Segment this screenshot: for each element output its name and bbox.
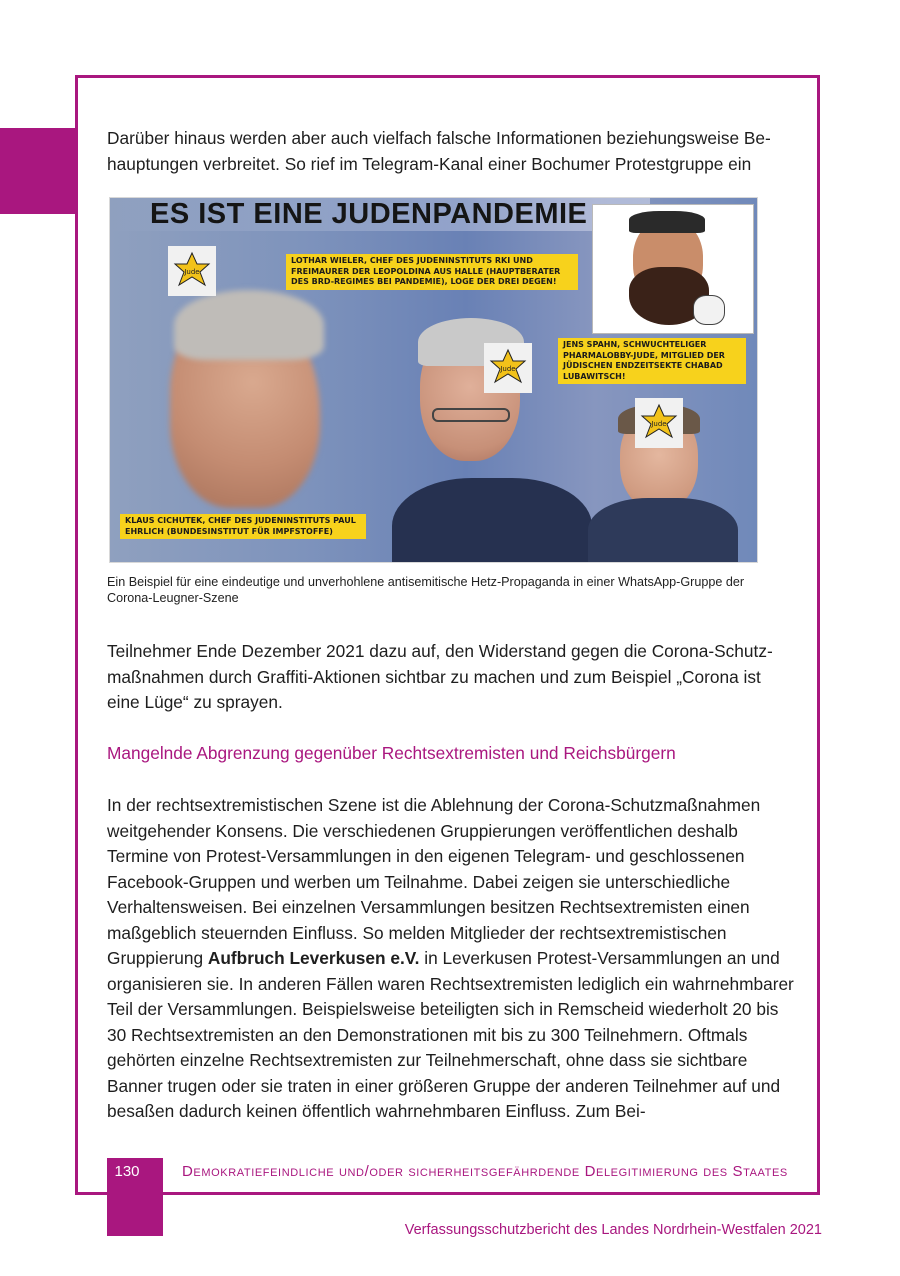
person-right-body (588, 498, 738, 563)
label-cichutek: KLAUS CICHUTEK, CHEF DES JUDENINSTITUTS PAUL EHRLICH (BUNDESINSTITUT FÜR IMPFSTOFFE) (120, 514, 366, 539)
intro-line-1: Darüber hinaus werden aber auch vielfach falsche Informationen beziehungsweise Be- (107, 128, 771, 148)
person-center-body (392, 478, 592, 563)
footer-publication: Verfassungsschutzbericht des Landes Nordrhein-Westfalen 2021 (404, 1222, 822, 1238)
paragraph-2-text-a: In der rechtsextremistischen Szene ist die Ablehnung der Corona-Schutzmaßnahmen weitgehender Konsens. Die verschiedenen Gruppierungen veröffentlichen deshalb Termine von Protest-Versammlungen in den eigenen Telegram- und geschlossenen Facebook-Gruppen und werben um Teilnahme. Dabei zeigen sie unterschiedliche Verhaltensweisen. Bei einzelnen Versammlungen besitzen Rechtsextremisten einen maßgeblich steuernden Einfluss. So melden Mitglieder der rechtsextremistischen Gruppierung (107, 795, 761, 968)
paragraph-2 (107, 793, 797, 1125)
svg-text:Jude: Jude (500, 365, 516, 373)
paragraph-1: Teilnehmer Ende Dezember 2021 dazu auf, den Widerstand gegen die Corona-Schutzmaßnahmen durch Graffiti-Aktionen sichtbar zu machen und zum Beispiel „Corona ist eine Lüge“ zu sprayen. (107, 641, 773, 712)
image-headline: ES IST EINE JUDENPANDEMIE (110, 198, 650, 231)
page-number: 130 (114, 1163, 140, 1180)
propaganda-image (109, 197, 758, 563)
caricature-hand (693, 295, 725, 325)
caricature-drawing (592, 204, 754, 334)
intro-paragraph (107, 126, 797, 177)
chapter-title: Demokratiefeindliche und/oder sicherheitsgefährdende Delegitimierung des Staates (182, 1163, 788, 1180)
svg-text:Jude: Jude (651, 420, 667, 428)
person-center-glasses (432, 408, 510, 422)
person-left-hair (174, 290, 324, 360)
svg-text:Jude: Jude (184, 268, 200, 276)
paragraph-2-text-b: in Leverkusen Protest-Versammlungen an und organisieren sie. In anderen Fällen waren Rechtsextremisten lediglich ein wahrnehmbarer Teil der Versammlungen. Beispielsweise beteiligten sich in Remscheid wiederholt 20 bis 30 Rechtsextremisten an den Demonstrationen mit bis zu 300 Teilnehmern. Oftmals gehörten einzelne Rechtsextremisten zur Teilnehmerschaft, ohne dass sie sichtbare Banner trugen oder sie traten in einer größeren Gruppe der anderen Teilnehmer auf und besaßen dadurch keinen öffentlich wahrnehmbaren Einfluss. Zum Bei- (107, 948, 794, 1121)
label-spahn: JENS SPAHN, SCHWUCHTELIGER PHARMALOBBY-JUDE, MITGLIED DER JÜDISCHEN ENDZEITSEKTE CHABAD LUBAWITSCH! (558, 338, 746, 384)
yellow-star-icon (484, 343, 532, 393)
section-heading: Mangelnde Abgrenzung gegenüber Rechtsextremisten und Reichsbürgern (107, 743, 676, 763)
caricature-hat (629, 211, 705, 233)
image-caption: Ein Beispiel für eine eindeutige und unverhohlene antisemitische Hetz-Propaganda in einer WhatsApp-Gruppe der Corona-Leugner-Szene (107, 575, 745, 605)
intro-line-2: hauptungen verbreitet. So rief im Telegram-Kanal einer Bochumer Protestgruppe ein (107, 153, 752, 174)
yellow-star-icon (168, 246, 216, 296)
organization-name: Aufbruch Leverkusen e.V. (207, 948, 420, 968)
side-color-tab (0, 128, 76, 214)
label-wieler: LOTHAR WIELER, CHEF DES JUDENINSTITUTS RKI UND FREIMAURER DER LEOPOLDINA AUS HALLE (HAUPTBERATER DES BRD-REGIMES BEI PANDEMIE), LOGE DER DREI DEGEN! (286, 254, 578, 290)
yellow-star-icon (635, 398, 683, 448)
